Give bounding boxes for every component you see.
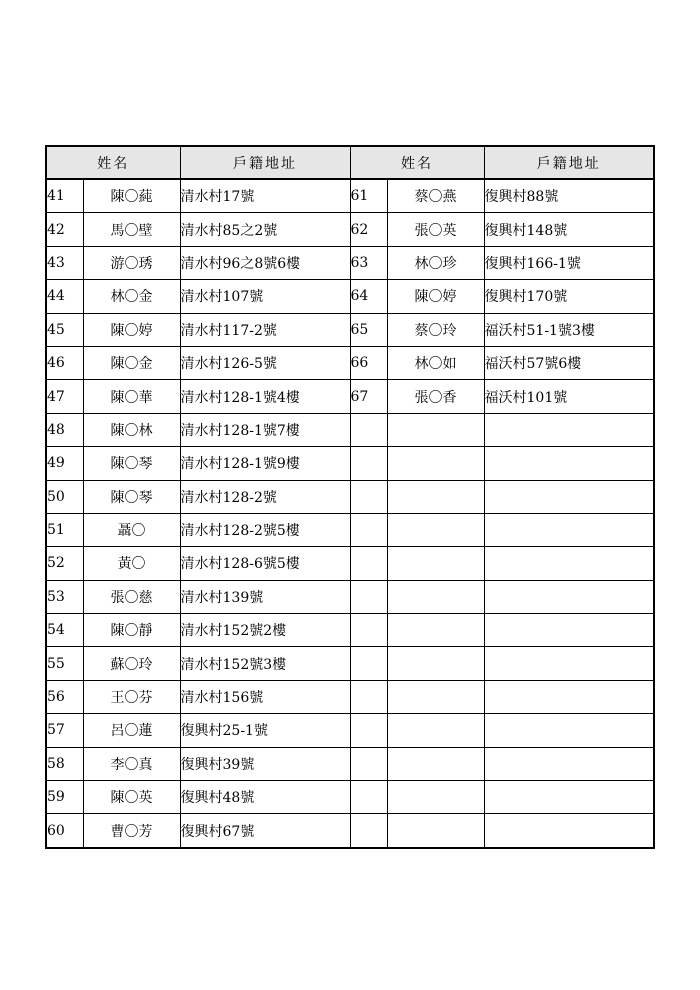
row-number-right (350, 747, 387, 780)
table-row (46, 647, 654, 680)
resident-name-right (387, 413, 484, 446)
resident-address-left: 清水村139號 (180, 580, 350, 613)
resident-address-right (484, 747, 654, 780)
row-number-left: 58 (46, 747, 83, 780)
resident-name-right (387, 614, 484, 647)
resident-name-right (387, 781, 484, 814)
row-number-right: 63 (350, 246, 387, 279)
resident-name-right (387, 447, 484, 480)
resident-name-left: 馬〇壁 (83, 213, 180, 246)
table-row (46, 614, 654, 647)
row-number-left: 54 (46, 614, 83, 647)
table-row (46, 179, 654, 213)
table-row (46, 246, 654, 279)
resident-name-right (387, 480, 484, 513)
resident-address-right: 福沃村57號6樓 (484, 346, 654, 379)
resident-address-left: 清水村128-6號5樓 (180, 547, 350, 580)
resident-address-right: 復興村170號 (484, 280, 654, 313)
row-number-left: 45 (46, 313, 83, 346)
resident-name-left: 游〇琇 (83, 246, 180, 279)
table-row (46, 213, 654, 246)
resident-address-left: 清水村128-1號4樓 (180, 380, 350, 413)
resident-address-left: 清水村128-2號5樓 (180, 513, 350, 546)
resident-address-right (484, 714, 654, 747)
resident-address-right (484, 680, 654, 713)
resident-name-right (387, 647, 484, 680)
resident-name-left: 陳〇華 (83, 380, 180, 413)
header-address-left: 戶籍地址 (180, 146, 350, 179)
table-row (46, 413, 654, 446)
row-number-right: 65 (350, 313, 387, 346)
row-number-right (350, 614, 387, 647)
resident-address-left: 清水村107號 (180, 280, 350, 313)
resident-name-left: 陳〇靜 (83, 614, 180, 647)
row-number-right: 61 (350, 179, 387, 213)
resident-name-left: 李〇真 (83, 747, 180, 780)
row-number-right: 66 (350, 346, 387, 379)
resident-name-left: 黃〇 (83, 547, 180, 580)
table-row (46, 313, 654, 346)
header-name-left: 姓名 (46, 146, 180, 179)
table-row (46, 346, 654, 379)
row-number-right (350, 680, 387, 713)
table-row (46, 714, 654, 747)
row-number-left: 41 (46, 179, 83, 213)
row-number-left: 51 (46, 513, 83, 546)
row-number-left: 53 (46, 580, 83, 613)
resident-address-left: 清水村128-2號 (180, 480, 350, 513)
row-number-right: 62 (350, 213, 387, 246)
header-name-right: 姓名 (350, 146, 484, 179)
resident-name-left: 陳〇蒓 (83, 179, 180, 213)
resident-name-right: 張〇英 (387, 213, 484, 246)
row-number-left: 43 (46, 246, 83, 279)
resident-address-left: 清水村117-2號 (180, 313, 350, 346)
resident-address-left: 清水村128-1號7樓 (180, 413, 350, 446)
resident-address-right (484, 547, 654, 580)
row-number-right (350, 580, 387, 613)
resident-address-left: 復興村48號 (180, 781, 350, 814)
table-row (46, 513, 654, 546)
resident-name-left: 陳〇琴 (83, 480, 180, 513)
resident-address-left: 復興村39號 (180, 747, 350, 780)
row-number-right (350, 447, 387, 480)
resident-name-left: 陳〇英 (83, 781, 180, 814)
resident-name-left: 陳〇金 (83, 346, 180, 379)
row-number-left: 46 (46, 346, 83, 379)
resident-name-right (387, 513, 484, 546)
resident-table (45, 145, 655, 849)
resident-name-right (387, 680, 484, 713)
row-number-left: 50 (46, 480, 83, 513)
resident-address-right: 福沃村51-1號3樓 (484, 313, 654, 346)
resident-name-right: 蔡〇燕 (387, 179, 484, 213)
resident-name-left: 曹〇芳 (83, 814, 180, 848)
resident-address-right (484, 781, 654, 814)
row-number-right (350, 513, 387, 546)
resident-address-left: 復興村67號 (180, 814, 350, 848)
resident-name-left: 張〇慈 (83, 580, 180, 613)
resident-address-left: 復興村25-1號 (180, 714, 350, 747)
resident-name-right: 林〇如 (387, 346, 484, 379)
resident-name-left: 陳〇婷 (83, 313, 180, 346)
resident-address-right: 福沃村101號 (484, 380, 654, 413)
row-number-left: 55 (46, 647, 83, 680)
row-number-left: 52 (46, 547, 83, 580)
resident-name-left: 聶〇 (83, 513, 180, 546)
table-row (46, 380, 654, 413)
row-number-right: 64 (350, 280, 387, 313)
row-number-right (350, 714, 387, 747)
row-number-left: 56 (46, 680, 83, 713)
resident-address-right (484, 814, 654, 848)
resident-address-left: 清水村128-1號9樓 (180, 447, 350, 480)
resident-name-right (387, 547, 484, 580)
resident-address-right (484, 614, 654, 647)
table-row (46, 781, 654, 814)
row-number-left: 49 (46, 447, 83, 480)
row-number-left: 59 (46, 781, 83, 814)
table-body (46, 179, 654, 848)
resident-address-left: 清水村85之2號 (180, 213, 350, 246)
table-header-row (46, 146, 654, 179)
resident-address-left: 清水村152號3樓 (180, 647, 350, 680)
table-row (46, 480, 654, 513)
row-number-right (350, 480, 387, 513)
row-number-left: 42 (46, 213, 83, 246)
resident-address-right (484, 580, 654, 613)
resident-address-right (484, 513, 654, 546)
row-number-left: 57 (46, 714, 83, 747)
row-number-left: 44 (46, 280, 83, 313)
row-number-right (350, 547, 387, 580)
resident-address-left: 清水村156號 (180, 680, 350, 713)
table-row (46, 747, 654, 780)
resident-address-right (484, 480, 654, 513)
resident-name-left: 林〇金 (83, 280, 180, 313)
resident-address-right (484, 413, 654, 446)
table-row (46, 680, 654, 713)
resident-name-right: 陳〇婷 (387, 280, 484, 313)
resident-name-right (387, 714, 484, 747)
resident-name-left: 陳〇林 (83, 413, 180, 446)
resident-address-right: 復興村166-1號 (484, 246, 654, 279)
resident-name-right: 張〇香 (387, 380, 484, 413)
resident-address-right (484, 647, 654, 680)
resident-name-right (387, 747, 484, 780)
resident-address-left: 清水村126-5號 (180, 346, 350, 379)
resident-name-right: 蔡〇玲 (387, 313, 484, 346)
resident-address-right: 復興村148號 (484, 213, 654, 246)
resident-address-left: 清水村96之8號6樓 (180, 246, 350, 279)
row-number-right (350, 814, 387, 848)
resident-address-right: 復興村88號 (484, 179, 654, 213)
table-row (46, 814, 654, 848)
resident-name-right (387, 580, 484, 613)
row-number-right: 67 (350, 380, 387, 413)
header-address-right: 戶籍地址 (484, 146, 654, 179)
resident-name-right (387, 814, 484, 848)
resident-address-right (484, 447, 654, 480)
resident-address-left: 清水村152號2樓 (180, 614, 350, 647)
table-row (46, 547, 654, 580)
row-number-right (350, 413, 387, 446)
resident-address-left: 清水村17號 (180, 179, 350, 213)
row-number-left: 47 (46, 380, 83, 413)
resident-name-left: 呂〇蓮 (83, 714, 180, 747)
resident-name-right: 林〇珍 (387, 246, 484, 279)
resident-name-left: 陳〇琴 (83, 447, 180, 480)
resident-name-left: 王〇芬 (83, 680, 180, 713)
row-number-left: 48 (46, 413, 83, 446)
row-number-right (350, 781, 387, 814)
table-row (46, 447, 654, 480)
row-number-right (350, 647, 387, 680)
table-row (46, 280, 654, 313)
resident-name-left: 蘇〇玲 (83, 647, 180, 680)
table-row (46, 580, 654, 613)
row-number-left: 60 (46, 814, 83, 848)
